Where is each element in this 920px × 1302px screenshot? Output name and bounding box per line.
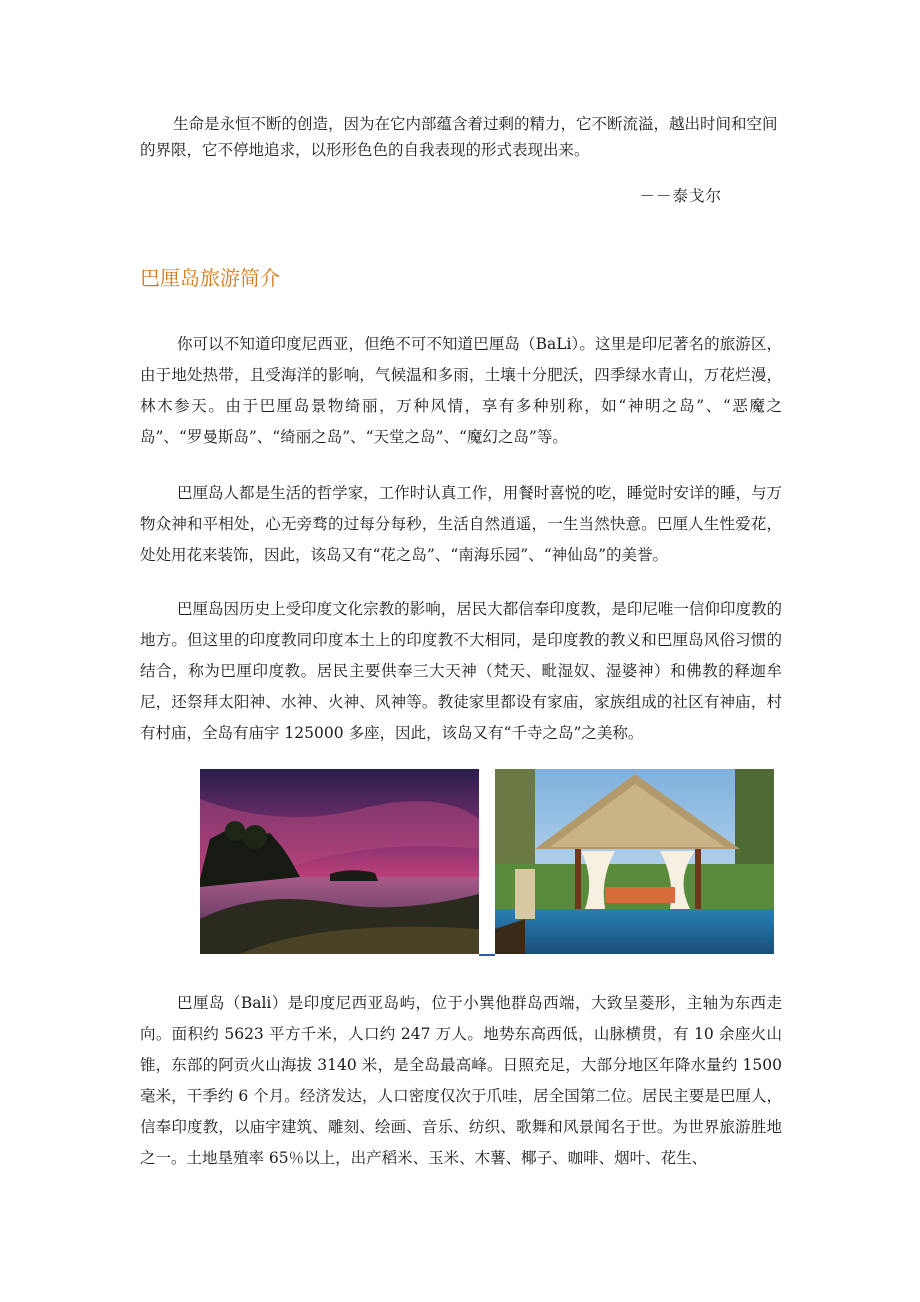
paragraph-intro: 你可以不知道印度尼西亚，但绝不可不知道巴厘岛（BaLi）。这里是印尼著名的旅游区，由于地处热带，且受海洋的影响，气候温和多雨，土壤十分肥沃，四季绿水青山，万花烂漫，林木参天。由于巴厘岛景物绮丽，万种风情，享有多种别称，如“神明之岛”、“恶魔之岛”、“罗曼斯岛”、“绮丽之岛”、“天堂之岛”、“魔幻之岛”等。	[140, 335, 782, 446]
epigraph-author: －－泰戈尔	[639, 187, 722, 205]
photo-row	[200, 769, 775, 959]
paragraph-geography: 巴厘岛（Bali）是印度尼西亚岛屿，位于小巽他群岛西端，大致呈菱形，主轴为东西走向。面积约 5623 平方千米，人口约 247 万人。地势东高西低，山脉横贯，有 10 余座火山锥，东部的阿贡火山海拔 3140 米，是全岛最高峰。日照充足，大部分地区年降水量约 1500 毫米，干季约 6 个月。经济发达，人口密度仅次于爪哇，居全国第二位。居民主要是巴厘人，信奉印度教，以庙宇建筑、雕刻、绘画、音乐、纺织、歌舞和风景闻名于世。为世界旅游胜地之一。土地垦殖率 65％以上，出产稻米、玉米、木薯、椰子、咖啡、烟叶、花生、	[140, 994, 782, 1167]
gazebo-pool-photo	[495, 769, 774, 954]
paragraph-religion: 巴厘岛因历史上受印度文化宗教的影响，居民大都信奉印度教，是印尼唯一信仰印度教的地方。但这里的印度教同印度本土上的印度教不大相同，是印度教的教义和巴厘岛风俗习惯的结合，称为巴厘印度教。居民主要供奉三大天神（梵天、毗湿奴、湿婆神）和佛教的释迦牟尼，还祭拜太阳神、水神、火神、风神等。教徒家里都设有家庙，家族组成的社区有神庙，村有村庙，全岛有庙宇 125000 多座，因此，该岛又有“千寺之岛”之美称。	[140, 600, 782, 742]
section-heading: 巴厘岛旅游简介	[140, 266, 280, 290]
paragraph-lifestyle: 巴厘岛人都是生活的哲学家，工作时认真工作，用餐时喜悦的吃，睡觉时安详的睡，与万物众神和平相处，心无旁骛的过每分每秒，生活自然逍遥，一生当然快意。巴厘人生性爱花，处处用花来装饰，因此，该岛又有“花之岛”、“南海乐园”、“神仙岛”的美誉。	[140, 484, 782, 564]
sunset-coast-photo	[200, 769, 479, 954]
epigraph-quote: 生命是永恒不断的创造，因为在它内部蕴含着过剩的精力，它不断流溢，越出时间和空间的界限，它不停地追求，以形形色色的自我表现的形式表现出来。	[140, 115, 778, 159]
image-anchor-mark	[479, 954, 495, 956]
